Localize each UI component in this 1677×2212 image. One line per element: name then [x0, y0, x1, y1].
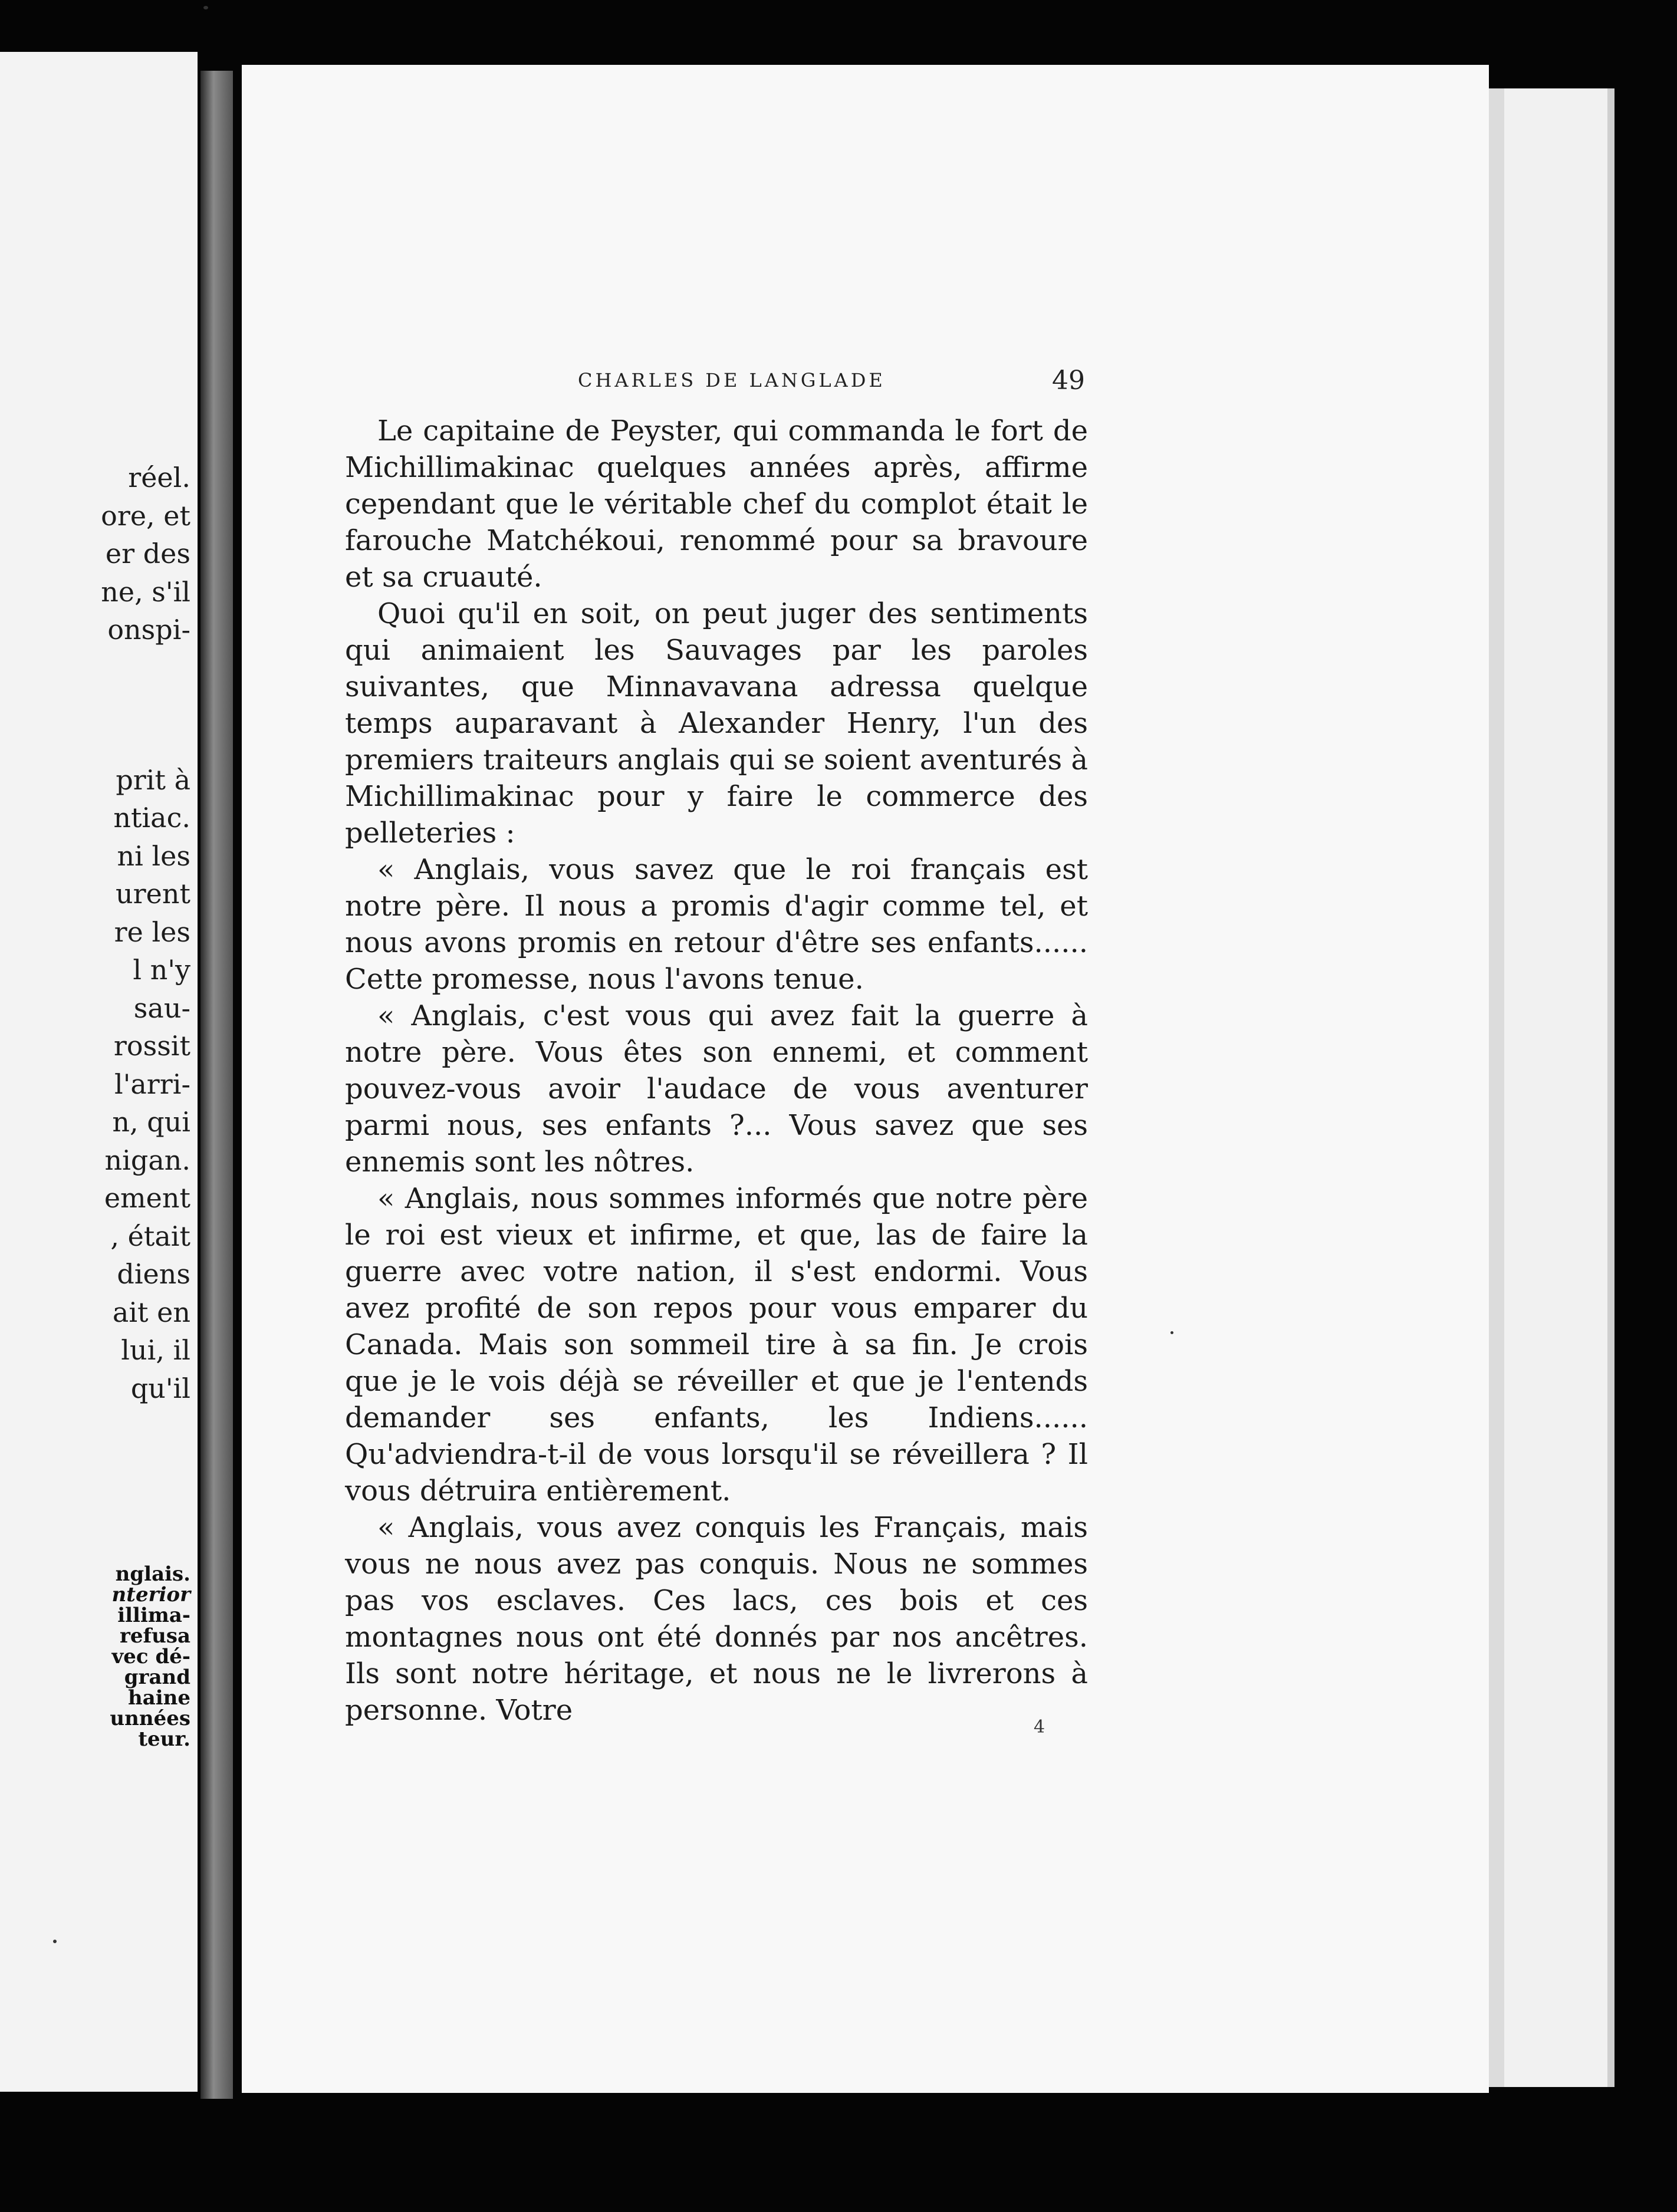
paragraph: « Anglais, vous avez conquis les Français, mais vous ne nous avez pas conquis. Nous ne sommes pas vos esclaves. Ces lacs, ces bois et ces montagnes nous ont été donnés par nos ancêtres. Ils sont notre héritage, et nous ne le livrerons à personne. Votre: [345, 1511, 1088, 1727]
left-line: diens: [117, 1258, 190, 1290]
left-note: nterior: [111, 1583, 190, 1607]
left-line: er des: [105, 538, 190, 570]
signature-mark: 4: [1034, 1717, 1045, 1737]
left-page-text: [2, 459, 190, 1407]
paragraph: Le capitaine de Peyster, qui commanda le fort de Michillimakinac quelques années après, affirme cependant que le véritable chef du complot était le farouche Matchékoui, renommé pour sa bravoure et sa cruauté.: [345, 414, 1088, 594]
page-edge: [1607, 88, 1614, 2087]
left-page: [0, 52, 198, 2092]
book-gutter: [200, 71, 233, 2099]
page-edge: [1489, 88, 1504, 2087]
left-note: teur.: [138, 1727, 190, 1751]
running-title: CHARLES DE LANGLADE: [578, 369, 886, 391]
left-note: nglais.: [115, 1562, 190, 1586]
paragraph: « Anglais, c'est vous qui avez fait la guerre à notre père. Vous êtes son ennemi, et comment pouvez-vous avoir l'audace de vous aventurer parmi nous, ses enfants ?... Vous savez que ses ennemis sont les nôtres.: [345, 999, 1088, 1179]
left-page-footnotes: [14, 1564, 190, 1750]
left-line: urent: [116, 878, 190, 910]
speck-mark: [53, 1940, 57, 1943]
paragraph: Quoi qu'il en soit, on peut juger des sentiments qui animaient les Sauvages par les paroles suivantes, que Minnavavana adressa quelque temps auparavant à Alexander Henry, l'un des premiers traiteurs anglais qui se soient aventurés à Michillimakinac pour y faire le commerce des pelleteries :: [345, 597, 1088, 850]
page-edge: [1504, 88, 1607, 2087]
left-line: ntiac.: [113, 802, 190, 834]
left-gap: [2, 649, 190, 761]
body-text: [345, 413, 1088, 1729]
page-header: [578, 366, 1085, 401]
left-note: vec dé-: [111, 1645, 190, 1668]
paragraph: « Anglais, nous sommes informés que notre père le roi est vieux et infirme, et que, las de faire la guerre avec votre nation, il s'est endormi. Vous avez profité de son repos pour vous emparer du Canada. Mais son sommeil tire à sa fin. Je crois que je le vois déjà se réveiller et que je l'entends demander ses enfants, les Indiens...... Qu'adviendra-t-il de vous lorsqu'il se réveillera ? Il vous détruira entièrement.: [345, 1182, 1088, 1507]
left-line: ore, et: [101, 499, 190, 532]
left-line: l'arri-: [114, 1068, 190, 1100]
left-line: ne, s'il: [101, 575, 190, 608]
left-line: réel.: [128, 462, 190, 493]
left-line: nigan.: [104, 1144, 190, 1176]
left-line: rossit: [113, 1030, 190, 1062]
left-line: , était: [110, 1220, 190, 1252]
left-note: illima-: [117, 1604, 190, 1627]
left-note: refusa: [119, 1624, 190, 1648]
left-line: ement: [104, 1182, 190, 1214]
speck-mark: [203, 6, 208, 9]
left-line: ni les: [117, 840, 190, 872]
left-note: unnées: [110, 1707, 190, 1730]
left-note: haine: [127, 1686, 190, 1710]
left-line: qu'il: [130, 1372, 190, 1404]
left-line: l n'y: [133, 954, 190, 986]
left-line: sau-: [133, 992, 190, 1024]
left-line: onspi-: [107, 614, 190, 646]
speck-mark: [1170, 1331, 1173, 1334]
left-line: ait en: [112, 1296, 190, 1328]
left-line: n, qui: [112, 1106, 190, 1138]
left-line: lui, il: [121, 1334, 190, 1366]
paragraph: « Anglais, vous savez que le roi français est notre père. Il nous a promis d'agir comme tel, et nous avons promis en retour d'être ses enfants...... Cette promesse, nous l'avons tenue.: [345, 853, 1088, 996]
page-number: 49: [1052, 366, 1085, 396]
left-note: grand: [124, 1665, 190, 1689]
left-line: prit à: [116, 763, 190, 796]
left-line: re les: [114, 916, 190, 948]
